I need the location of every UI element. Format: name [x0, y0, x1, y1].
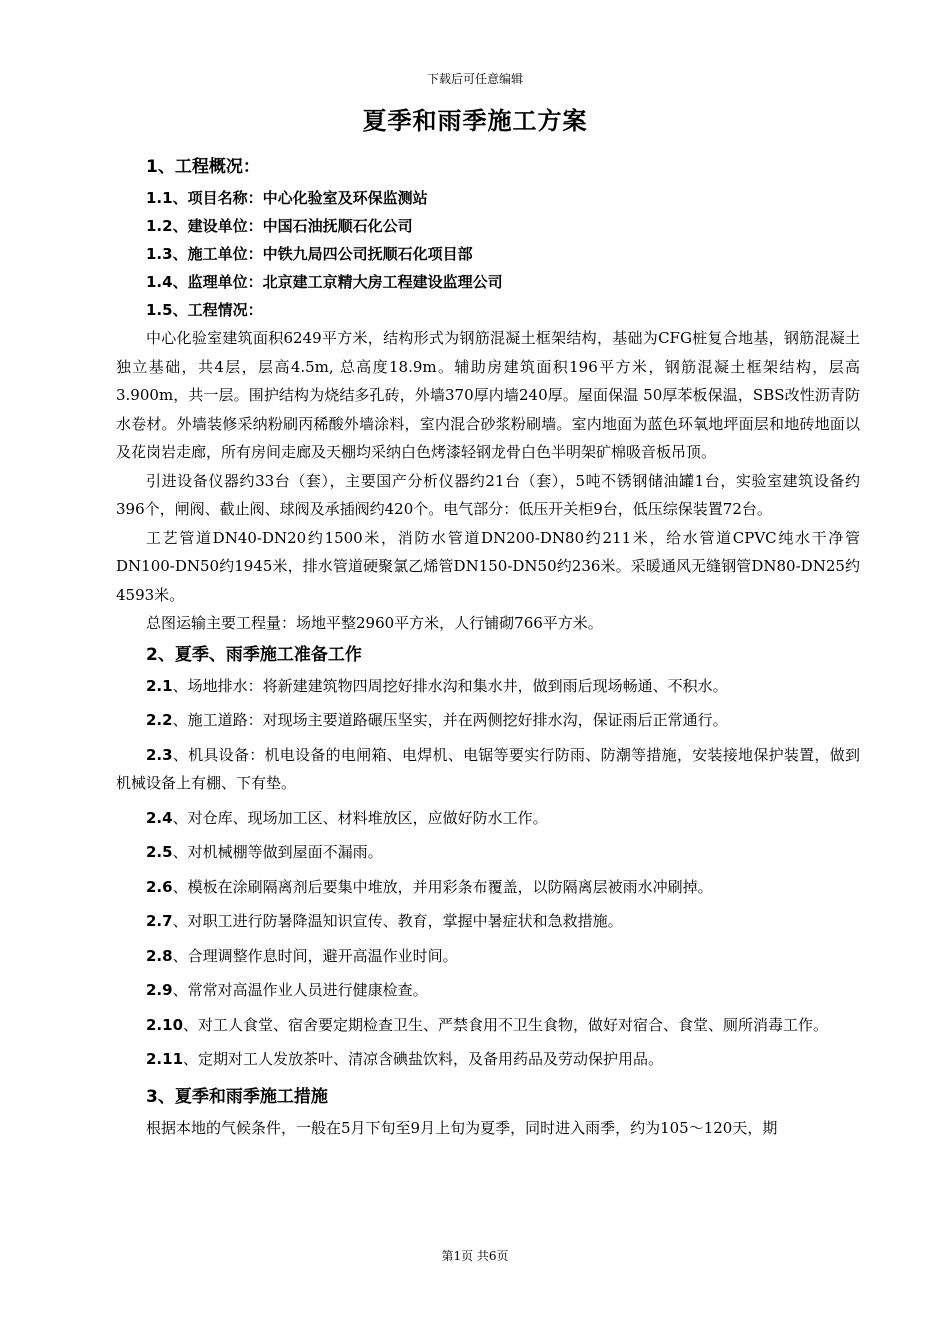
- prep-item: [116, 907, 860, 936]
- prep-item-number: 2.1: [146, 676, 173, 695]
- prep-item: [116, 1011, 860, 1040]
- prep-item: [116, 976, 860, 1005]
- prep-item: [116, 1045, 860, 1074]
- page-header: 下载后可任意编辑: [426, 72, 523, 86]
- prep-item-number: 2.10: [146, 1015, 184, 1034]
- prep-item-text: 、施工道路：对现场主要道路碾压坚实，并在两侧挖好排水沟，保证雨后正常通行。: [172, 711, 728, 729]
- paragraph-climate: 根据本地的气候条件，一般在5月下旬至9月上旬为夏季，同时进入雨季，约为105～120天，期: [146, 1118, 778, 1137]
- construction-contractor: 1.3、施工单位：中铁九局四公司抚顺石化项目部: [146, 245, 473, 263]
- prep-item-text: 、模板在涂刷隔离剂后要集中堆放，并用彩条布覆盖，以防隔离层被雨水冲刷掉。: [172, 877, 713, 896]
- supervision-unit: 1.4、监理单位：北京建工京精大房工程建设监理公司: [146, 273, 503, 291]
- paragraph-building: 中心化验室建筑面积6249平方米，结构形式为钢筋混凝土框架结构，基础为CFG桩复合地基，钢筋混凝土独立基础，共4层，层高4.5m, 总高度18.9m。辅助房建筑面积196平方米，钢筋混凝土框架结构，层高3.900m，共一层。围护结构为烧结多孔砖，外墙370厚内墙240厚。屋面保温 50厚苯板保温，SBS改性沥青防水卷材。外墙装修采纳粉刷丙稀酸外墙涂料，室内混合砂浆粉刷墙。室内地面为蓝色环氧地坪面层和地砖地面以及花岗岩走廊，所有房间走廊及天棚均采纳白色烤漆轻钢龙骨白色半明架矿棉吸音板吊顶。: [116, 329, 860, 461]
- project-situation-heading: 1.5、工程情况：: [146, 301, 263, 319]
- paragraph-pipelines: 工艺管道DN40-DN20约1500米，消防水管道DN200-DN80约211米，给水管道CPVC纯水干净管DN100-DN50约1945米，排水管道硬聚氯乙烯管DN150-DN50约236米。采暖通风无缝钢管DN80-DN25约4593米。: [116, 528, 860, 604]
- project-name: 1.1、项目名称：中心化验室及环保监测站: [146, 189, 428, 207]
- prep-item-number: 2.6: [146, 877, 173, 896]
- section-2-heading: 2、夏季、雨季施工准备工作: [146, 644, 362, 665]
- prep-item-text: 、对职工进行防暑降温知识宣传、教育，掌握中暑症状和急救措施。: [172, 912, 623, 930]
- prep-item: [116, 838, 860, 867]
- prep-item-number: 2.4: [146, 808, 173, 827]
- prep-item-number: 2.9: [146, 981, 173, 999]
- page-footer: 第1页 共6页: [441, 1249, 509, 1263]
- prep-item-number: 2.7: [146, 912, 173, 930]
- prep-item-text: 、合理调整作息时间，避开高温作业时间。: [172, 946, 458, 965]
- section-1-heading: 1、工程概况：: [146, 157, 260, 177]
- prep-item-text: 、定期对工人发放茶叶、清凉含碘盐饮料，及备用药品及劳动保护用品。: [183, 1050, 664, 1068]
- prep-item-number: 2.3: [146, 745, 173, 764]
- prep-item: [116, 873, 860, 902]
- prep-item-text: 、对工人食堂、宿舍要定期检查卫生、严禁食用不卫生食物，做好对宿合、食堂、厕所消毒工作。: [183, 1015, 829, 1034]
- prep-item: [116, 942, 860, 971]
- document-title: 夏季和雨季施工方案: [362, 107, 588, 135]
- prep-item: [116, 706, 860, 735]
- prep-item-number: 2.5: [146, 843, 173, 861]
- prep-item-number: 2.2: [146, 711, 173, 729]
- prep-item: [116, 672, 860, 701]
- prep-item-text: 、对仓库、现场加工区、材料堆放区，应做好防水工作。: [172, 808, 548, 827]
- prep-item: [116, 741, 860, 798]
- prep-item-number: 2.11: [146, 1050, 184, 1068]
- document-body: [116, 150, 860, 1142]
- paragraph-equipment: 引进设备仪器约33台（套），主要国产分析仪器约21台（套），5吨不锈钢储油罐1台，实验室建筑设备约396个，闸阀、截止阀、球阀及承插阀约420个。电气部分：低压开关柜9台，低压综保装置72台。: [116, 471, 860, 518]
- prep-item-text: 、机具设备：机电设备的电闸箱、电焊机、电锯等要实行防雨、防潮等措施，安装接地保护装置，做到机械设备上有棚、下有垫。: [116, 745, 860, 792]
- prep-item-text: 、对机械棚等做到屋面不漏雨。: [172, 843, 383, 861]
- prep-item: [116, 804, 860, 833]
- prep-item-number: 2.8: [146, 946, 173, 965]
- prep-item-text: 、场地排水：将新建建筑物四周挖好排水沟和集水井，做到雨后现场畅通、不积水。: [172, 676, 728, 695]
- paragraph-site-works: 总图运输主要工程量：场地平整2960平方米，人行铺砌766平方米。: [146, 614, 603, 632]
- construction-owner: 1.2、建设单位：中国石油抚顺石化公司: [146, 217, 413, 235]
- prep-item-text: 、常常对高温作业人员进行健康检查。: [172, 981, 428, 999]
- section-3-heading: 3、夏季和雨季施工措施: [146, 1086, 328, 1107]
